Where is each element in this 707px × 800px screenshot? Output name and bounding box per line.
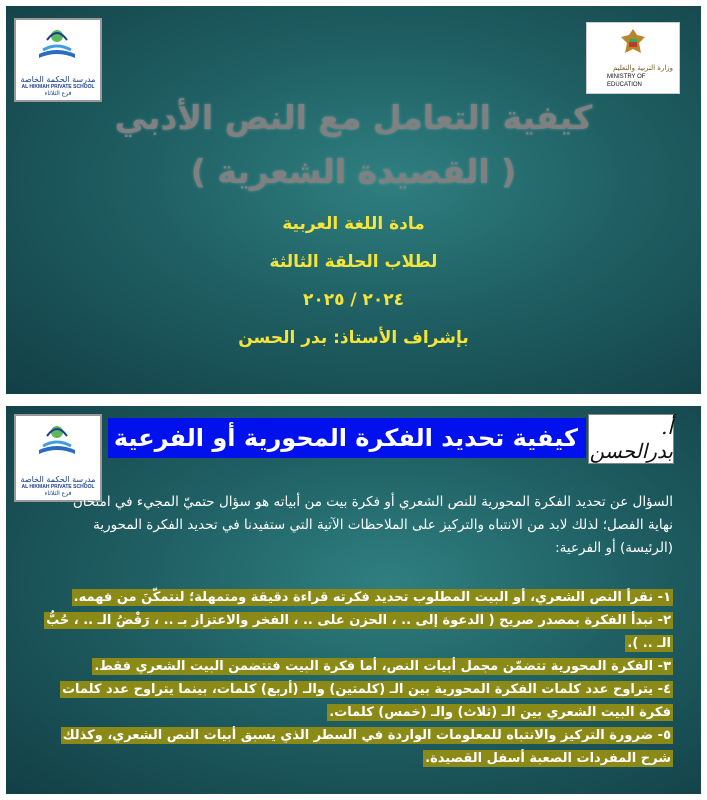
school-logo (14, 18, 102, 102)
content-slide (6, 406, 701, 794)
list-item: ٤- يتراوح عدد كلمات الفكرة المحورية بين الـ (كلمتين) والـ (أربع) كلمات، بينما يتراوح عدد كلمات فكرة البيت الشعري بين الـ (ثلاث) والـ (خمس) كلمات. (61, 682, 671, 720)
list-item: ١- نقرأ النص الشعري، أو البيت المطلوب تحديد فكرته قراءة دقيقة ومتمهلة؛ لنتمكّنَ من فهمه. (73, 590, 671, 605)
author-signature: أ. بدرالحسن (589, 415, 673, 463)
school-name-ar: مدرسة الحكمة الخاصة (20, 475, 96, 484)
list-item: ٢- نبدأ الفكرة بمصدر صريح ( الدعوة إلى .. ، الحزن على .. ، الفخر والاعتزاز بـ .. ، رَفْضُ الـ .. ، حُبُّ الـ .. ). (46, 613, 671, 651)
school-name-ar: مدرسة الحكمة الخاصة (20, 75, 96, 84)
book-wreath-icon (33, 420, 81, 460)
academic-year: ٢٠٢٤ / ٢٠٢٥ (302, 290, 405, 310)
book-wreath-icon (33, 24, 81, 64)
list-item: ٣- الفكرة المحورية تتضمّن مجمل أبيات النص، أما فكرة البيت فتتضمن البيت الشعري فقط. (94, 659, 671, 674)
grade-label: لطلاب الحلقة الثالثة (269, 252, 438, 272)
slide-heading: كيفية تحديد الفكرة المحورية أو الفرعية (108, 418, 586, 458)
school-name-en: AL HIKMAH PRIVATE SCHOOL (21, 484, 95, 490)
school-name-en: AL HIKMAH PRIVATE SCHOOL (21, 84, 95, 90)
title-slide (6, 6, 701, 394)
school-logo (14, 414, 102, 502)
ministry-name-en: MINISTRY OF EDUCATION (607, 74, 646, 88)
school-branch: فرع الثلاثاء (44, 90, 72, 97)
list-item: ٥- ضرورة التركيز والانتباه للمعلومات الواردة في السطر الذي يسبق أبيات النص الشعري، وكذلك شرح المفردات الصعبة أسفل القصيدة. (62, 728, 671, 766)
intro-paragraph: السؤال عن تحديد الفكرة المحورية للنص الشعري أو فكرة بيت من أبياته هو سؤال حتميّ المجيء في امتحان نهاية الفصل؛ لذلك لابد من الانتباه والتركيز على الملاحظات الآتية التي ستفيدنا في تحديد الفكرة المحورية (الرئيسة) أو الفرعية: (72, 494, 673, 556)
ministry-name-ar: وزارة التربية والتعليم (612, 64, 674, 72)
supervisor-label: بإشراف الأستاذ: بدر الحسن (238, 328, 469, 348)
ministry-logo (586, 22, 680, 94)
slide-subtitle: ( القصيدة الشعرية ) (190, 152, 517, 191)
subject-label: مادة اللغة العربية (282, 214, 425, 234)
falcon-emblem-icon (619, 27, 647, 61)
notes-list (46, 586, 673, 770)
school-branch: فرع الثلاثاء (44, 490, 72, 497)
slide-title: كيفية التعامل مع النص الأدبي (114, 98, 593, 137)
